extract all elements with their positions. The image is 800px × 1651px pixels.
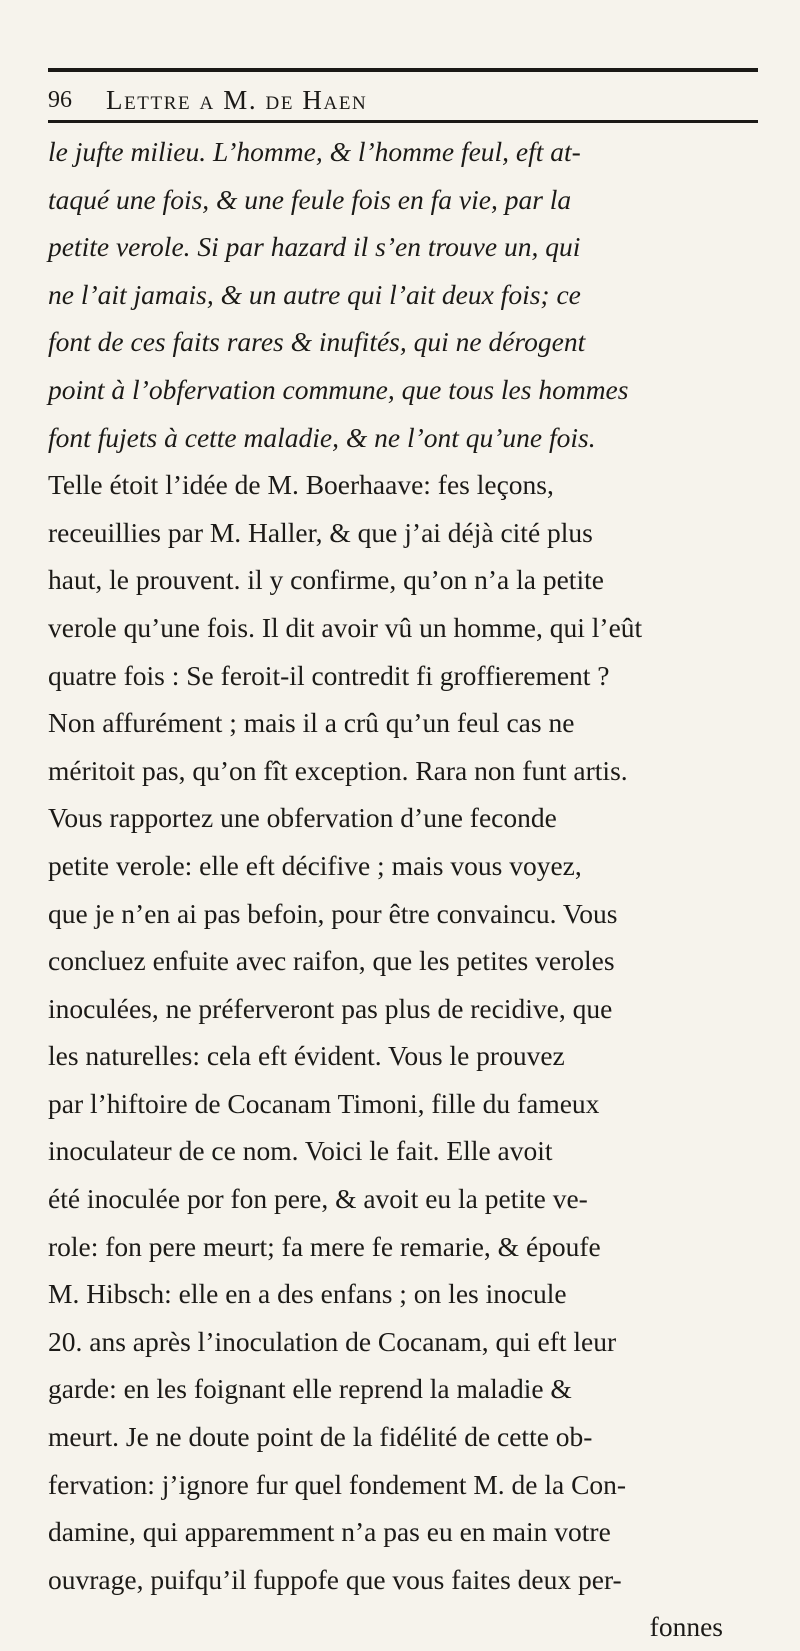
text-line: garde: en les foignant elle reprend la maladie & <box>48 1373 572 1405</box>
text-line: Non affurément ; mais il a crû qu’un feul cas ne <box>48 707 575 739</box>
text-line: ouvrage, puifqu’il fuppofe que vous faites deux per- <box>48 1563 622 1595</box>
text-line: font fujets à cette maladie, & ne l’ont qu’une fois. <box>48 421 596 453</box>
text-line: role: fon pere meurt; fa mere fe remarie, & époufe <box>48 1230 601 1262</box>
text-line: méritoit pas, qu’on fît exception. Rara non funt artis. <box>48 754 628 786</box>
page-number: 96 <box>48 87 72 113</box>
header-rule <box>48 120 758 123</box>
text-line: inoculées, ne préferveront pas plus de recidive, que <box>48 992 613 1024</box>
text-line: 20. ans après l’inoculation de Cocanam, qui eft leur <box>48 1325 617 1357</box>
text-line: concluez enfuite avec raifon, que les petites veroles <box>48 945 615 977</box>
text-line: le jufte milieu. L’homme, & l’homme feul, eft at- <box>48 136 581 167</box>
text-line: que je n’en ai pas befoin, pour être convaincu. Vous <box>48 897 618 929</box>
text-line: Telle étoit l’idée de M. Boerhaave: fes leçons, <box>48 469 554 501</box>
text-line: damine, qui apparemment n’a pas eu en main votre <box>48 1516 611 1548</box>
text-line: haut, le prouvent. il y confirme, qu’on n’a la petite <box>48 564 604 596</box>
text-line: Vous rapportez une obfervation d’une feconde <box>48 802 557 834</box>
body-text <box>48 128 763 1651</box>
text-line: par l’hiftoire de Cocanam Timoni, fille du fameux <box>48 1087 600 1119</box>
page-header <box>48 82 758 118</box>
catchword: fonnes <box>649 1611 723 1643</box>
text-line: meurt. Je ne doute point de la fidélité de cette ob- <box>48 1421 593 1453</box>
text-line: point à l’obfervation commune, que tous les hommes <box>48 373 629 405</box>
text-line: les naturelles: cela eft évident. Vous le prouvez <box>48 1040 565 1072</box>
top-rule <box>48 68 758 72</box>
text-line: font de ces faits rares & inufités, qui ne dérogent <box>48 326 586 358</box>
text-line: M. Hibsch: elle en a des enfans ; on les inocule <box>48 1278 567 1310</box>
text-line: petite verole: elle eft décifive ; mais vous voyez, <box>48 849 582 881</box>
text-line: taqué une fois, & une feule fois en fa vie, par la <box>48 183 572 215</box>
running-head: Lettre a M. de Haen <box>106 85 368 115</box>
text-line: inoculateur de ce nom. Voici le fait. Elle avoit <box>48 1135 553 1167</box>
text-line: receuillies par M. Haller, & que j’ai déjà cité plus <box>48 516 593 548</box>
text-line: verole qu’une fois. Il dit avoir vû un homme, qui l’eût <box>48 611 643 643</box>
text-line: fervation: j’ignore fur quel fondement M. de la Con- <box>48 1468 627 1500</box>
text-line: été inoculée por fon pere, & avoit eu la petite ve- <box>48 1183 588 1215</box>
text-line: ne l’ait jamais, & un autre qui l’ait deux fois; ce <box>48 278 581 310</box>
text-line: petite verole. Si par hazard il s’en trouve un, qui <box>48 231 581 263</box>
text-line: quatre fois : Se feroit-il contredit fi groffierement ? <box>48 659 610 691</box>
